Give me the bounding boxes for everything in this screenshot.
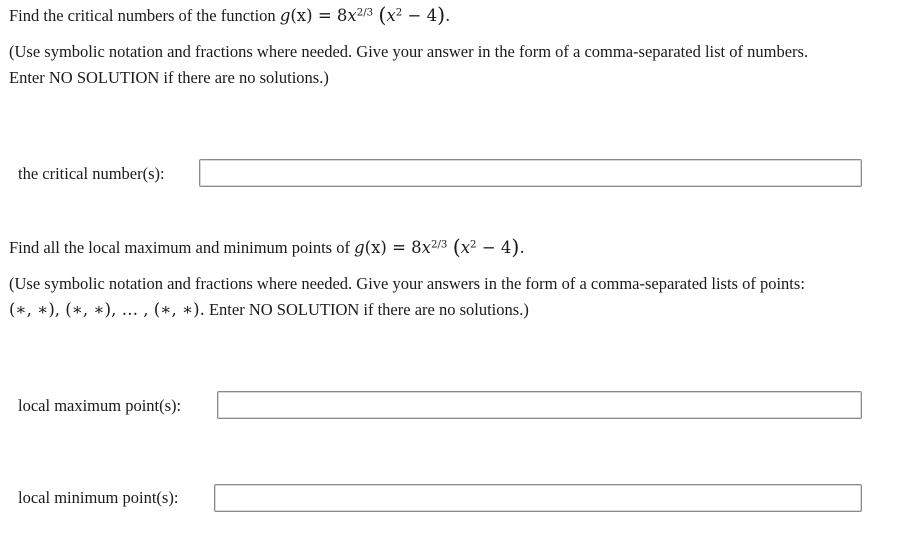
local-min-row [18, 488, 178, 508]
question2-function-formula: $g(x) = 8x^{2/3}$ $(x^2 - 4)$. [354, 235, 525, 260]
question2-instruction-line1: (Use symbolic notation and fractions where needed. Give your answers in the form of a comma-separated lists of points: [9, 274, 805, 293]
local-max-row [18, 396, 181, 416]
local-min-input[interactable] [214, 484, 862, 512]
question1-prompt [9, 3, 451, 28]
question2-instruction-line2 [9, 300, 529, 320]
local-max-label: local maximum point(s): [18, 396, 182, 415]
question2-prompt [9, 235, 525, 260]
critical-numbers-row [18, 164, 165, 184]
question2-prompt-text: Find all the local maximum and minimum points of [9, 238, 350, 257]
no-solution-note: Enter NO SOLUTION if there are no solutions.) [208, 300, 529, 319]
points-format-example: (∗, ∗), (∗, ∗), … , (∗, ∗). [9, 300, 205, 319]
local-min-label: local minimum point(s): [18, 488, 179, 507]
question1-instruction-line2: Enter NO SOLUTION if there are no solutions.) [9, 68, 329, 87]
local-max-input[interactable] [217, 391, 862, 419]
critical-numbers-label: the critical number(s): [18, 164, 165, 183]
critical-numbers-input[interactable] [199, 159, 862, 187]
question1-prompt-text: Find the critical numbers of the function [9, 6, 276, 25]
question1-instruction-line1: (Use symbolic notation and fractions where needed. Give your answer in the form of a comma-separated list of numbers. [9, 42, 809, 61]
question1-function-formula: $g(x) = 8x^{2/3}$ $(x^2 - 4)$. [279, 3, 451, 28]
